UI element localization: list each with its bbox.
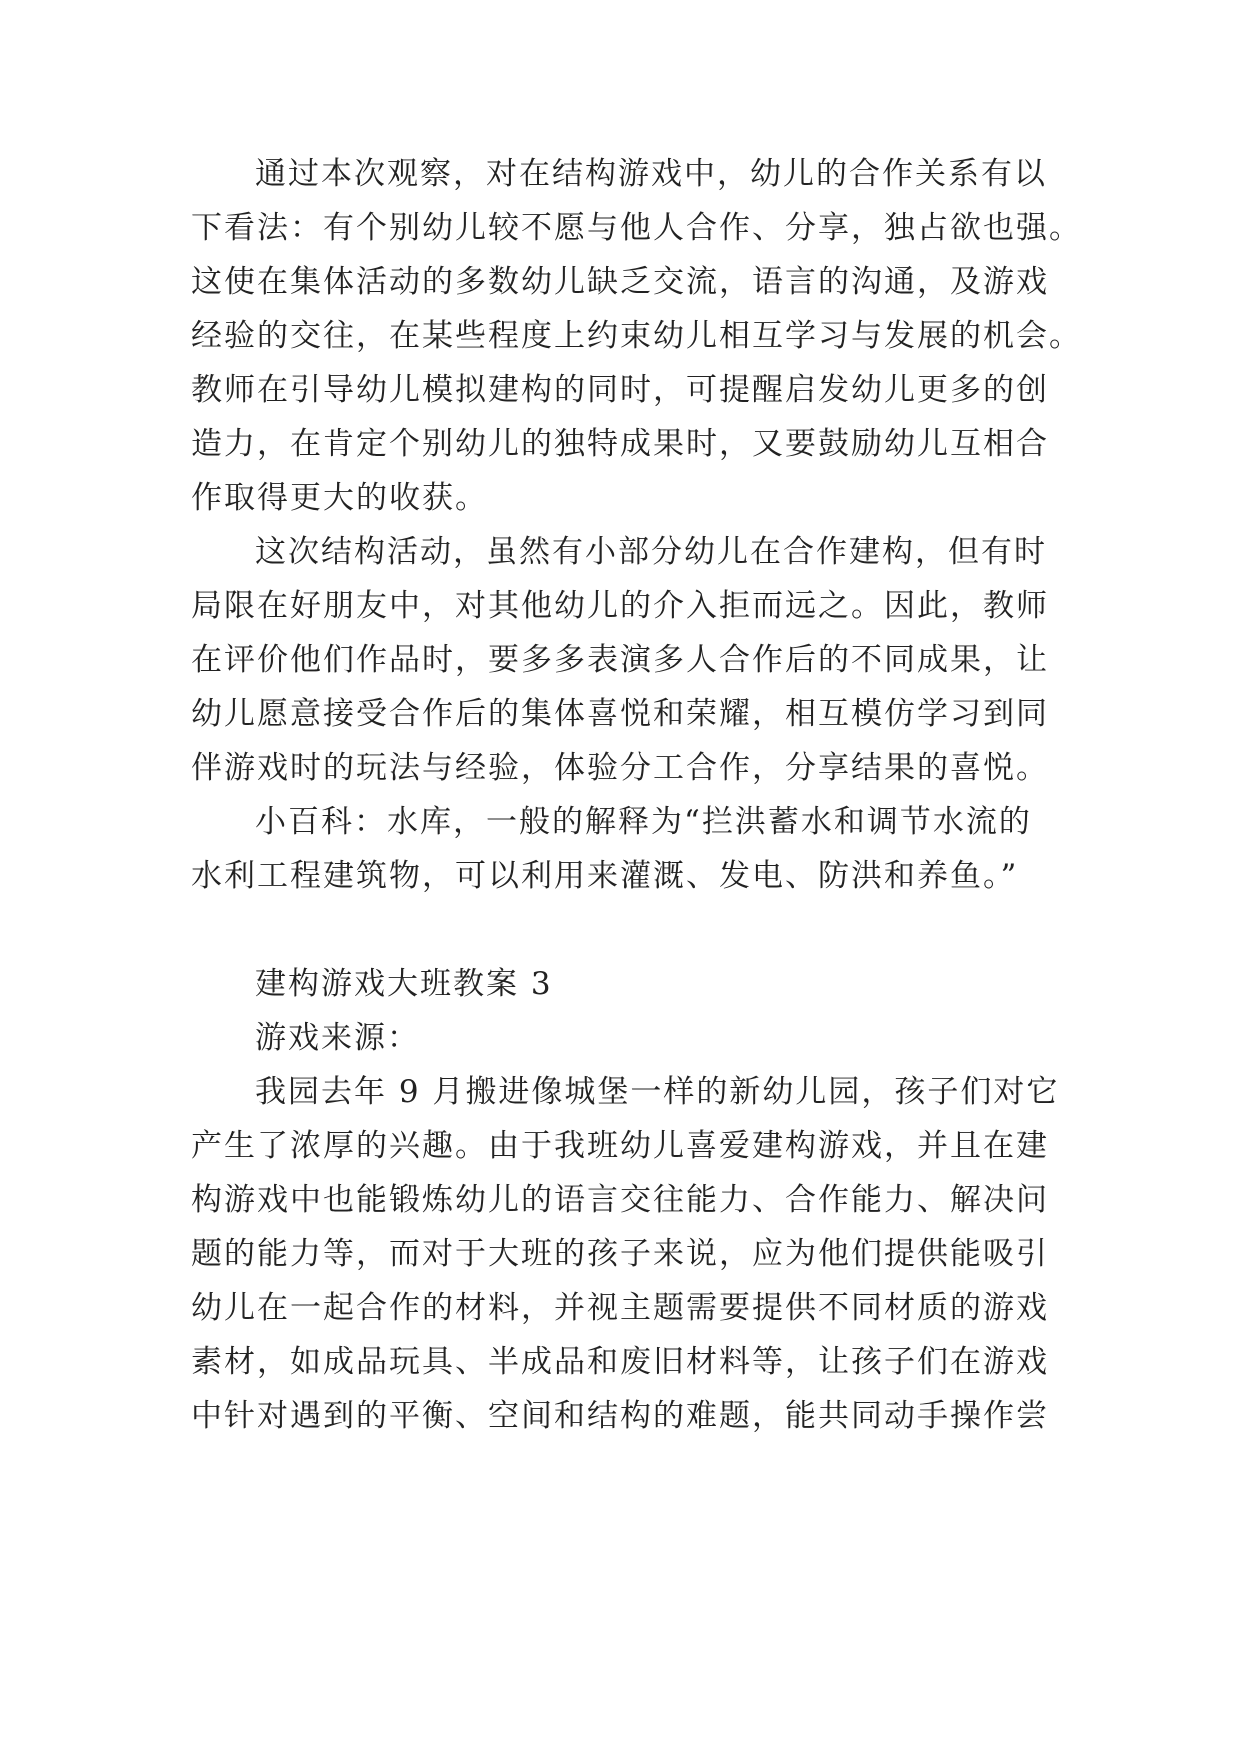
paragraph-line: 水利工程建筑物，可以利用来灌溉、发电、防洪和养鱼。” bbox=[191, 858, 1019, 894]
paragraph-line: 教师在引导幼儿模拟建构的同时，可提醒启发幼儿更多的创 bbox=[191, 372, 1049, 408]
paragraph-line: 中针对遇到的平衡、空间和结构的难题，能共同动手操作尝 bbox=[191, 1398, 1049, 1434]
paragraph-line: 这次结构活动，虽然有小部分幼儿在合作建构，但有时 bbox=[255, 534, 1047, 570]
paragraph-line: 这使在集体活动的多数幼儿缺乏交流，语言的沟通，及游戏 bbox=[191, 264, 1049, 300]
paragraph-line: 产生了浓厚的兴趣。由于我班幼儿喜爱建构游戏，并且在建 bbox=[191, 1128, 1049, 1164]
paragraph-line: 伴游戏时的玩法与经验，体验分工合作，分享结果的喜悦。 bbox=[191, 750, 1049, 786]
paragraph-line: 在评价他们作品时，要多多表演多人合作后的不同成果，让 bbox=[191, 642, 1049, 678]
paragraph-line: 我园去年 9 月搬进像城堡一样的新幼儿园，孩子们对它 bbox=[255, 1074, 1060, 1110]
paragraph-line: 下看法：有个别幼儿较不愿与他人合作、分享，独占欲也强。 bbox=[191, 210, 1082, 246]
paragraph-line: 造力，在肯定个别幼儿的独特成果时，又要鼓励幼儿互相合 bbox=[191, 426, 1049, 462]
paragraph-line: 经验的交往，在某些程度上约束幼儿相互学习与发展的机会。 bbox=[191, 318, 1082, 354]
paragraph-line: 小百科：水库，一般的解释为“拦洪蓄水和调节水流的 bbox=[255, 804, 1032, 840]
paragraph-line: 通过本次观察，对在结构游戏中，幼儿的合作关系有以 bbox=[255, 156, 1047, 192]
subheading: 游戏来源： bbox=[255, 1020, 420, 1056]
paragraph-line: 局限在好朋友中，对其他幼儿的介入拒而远之。因此，教师 bbox=[191, 588, 1049, 624]
paragraph-line: 素材，如成品玩具、半成品和废旧材料等，让孩子们在游戏 bbox=[191, 1344, 1049, 1380]
paragraph-line: 题的能力等，而对于大班的孩子来说，应为他们提供能吸引 bbox=[191, 1236, 1049, 1272]
paragraph-line: 作取得更大的收获。 bbox=[191, 480, 488, 516]
paragraph-line: 幼儿愿意接受合作后的集体喜悦和荣耀，相互模仿学习到同 bbox=[191, 696, 1049, 732]
paragraph-line: 幼儿在一起合作的材料，并视主题需要提供不同材质的游戏 bbox=[191, 1290, 1049, 1326]
section-heading: 建构游戏大班教案 3 bbox=[255, 966, 553, 1002]
paragraph-line: 构游戏中也能锻炼幼儿的语言交往能力、合作能力、解决问 bbox=[191, 1182, 1049, 1218]
